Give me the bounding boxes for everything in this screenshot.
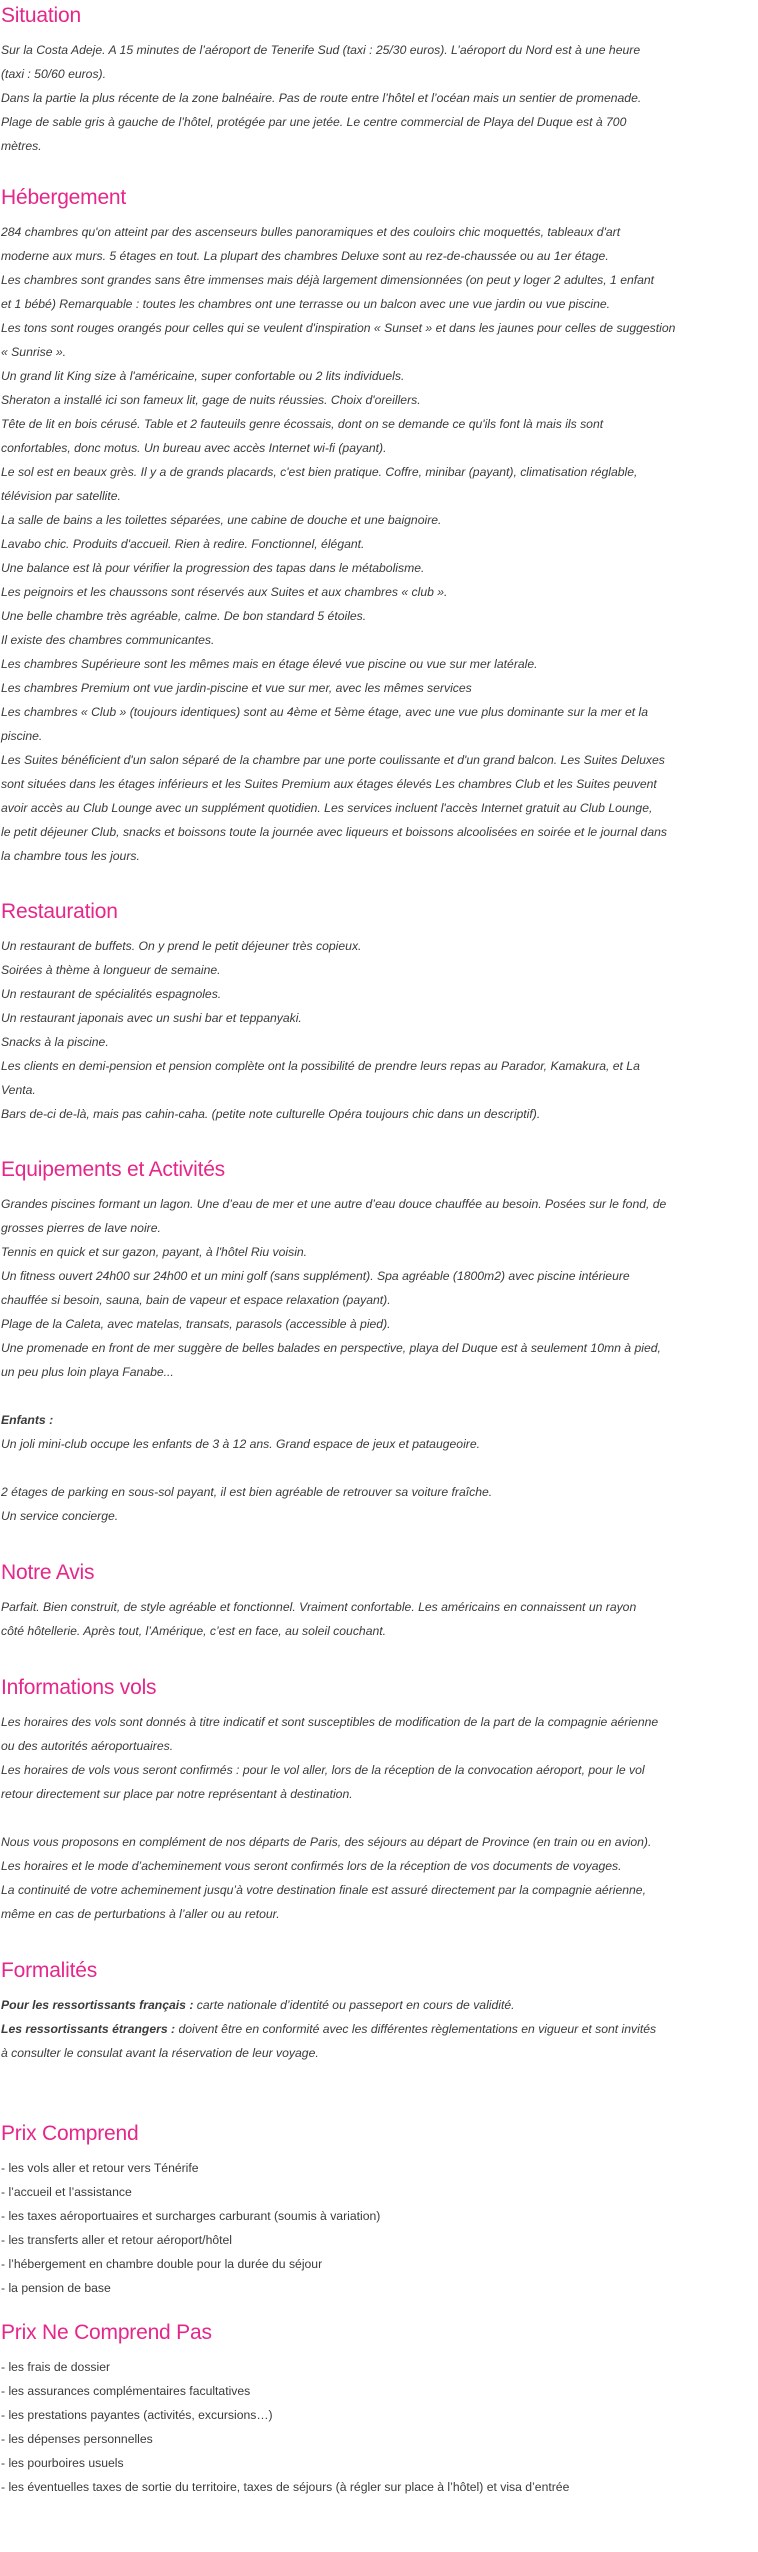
text-line: ou des autorités aéroportuaires. (1, 1739, 174, 1753)
text-line: Les chambres Supérieure sont les mêmes mais en étage élevé vue piscine ou vue sur mer latérale. (1, 657, 538, 671)
text-line: et 1 bébé) Remarquable : toutes les chambres ont une terrasse ou un balcon avec une vue jardin ou vue piscine. (1, 297, 611, 311)
prix-comprend-list (1, 2156, 758, 2300)
list-item: - les transferts aller et retour aéroport/hôtel (1, 2233, 232, 2247)
text-line: Les Suites bénéficient d'un salon séparé de la chambre par une porte coulissante et d'un grand balcon. Les Suites Deluxes (1, 753, 665, 767)
formalites-francais (1, 1993, 758, 2017)
list-item: - la pension de base (1, 2281, 111, 2295)
text-line: avoir accès au Club Lounge avec un supplément quotidien. Les services incluent l'accès Internet gratuit au Club Lounge, (1, 801, 653, 815)
text-line: moderne aux murs. 5 étages en tout. La plupart des chambres Deluxe sont au rez-de-chaussée ou au 1er étage. (1, 249, 609, 263)
text-line: Les horaires et le mode d’acheminement vous seront confirmés lors de la réception de vos documents de voyages. (1, 1859, 622, 1873)
hebergement-title: Hébergement (1, 186, 127, 209)
prix-ne-comprend-title: Prix Ne Comprend Pas (1, 2321, 212, 2344)
text-line: retour directement sur place par notre représentant à destination. (1, 1787, 353, 1801)
text-line: Les horaires de vols vous seront confirmés : pour le vol aller, lors de la réception de la convocation aéroport, pour le vol (1, 1763, 645, 1777)
text-line: (taxi : 50/60 euros). (1, 67, 106, 81)
restauration-body (1, 934, 758, 1126)
text-line: un peu plus loin playa Fanabe... (1, 1365, 174, 1379)
spacer (1, 1384, 758, 1408)
francais-label: Pour les ressortissants français : (1, 1998, 194, 2012)
text-line: Une balance est là pour vérifier la progression des tapas dans le métabolisme. (1, 561, 425, 575)
text-line: Un restaurant japonais avec un sushi bar et teppanyaki. (1, 1011, 302, 1025)
section-hebergement (1, 184, 758, 868)
prix-ne-comprend-list (1, 2355, 758, 2499)
text-line: Bars de-ci de-là, mais pas cahin-caha. (petite note culturelle Opéra toujours chic dans un descriptif). (1, 1107, 541, 1121)
situation-title: Situation (1, 4, 81, 27)
text-line: 2 étages de parking en sous-sol payant, il est bien agréable de retrouver sa voiture fraîche. (1, 1485, 493, 1499)
text-line: Lavabo chic. Produits d'accueil. Rien à redire. Fonctionnel, élégant. (1, 537, 365, 551)
text-line: sont situées dans les étages inférieurs et les Suites Premium aux étages élevés Les chambres Club et les Suites peuvent (1, 777, 657, 791)
list-item: - les prestations payantes (activités, excursions…) (1, 2408, 273, 2422)
etrangers-label: Les ressortissants étrangers : (1, 2022, 176, 2036)
text-line: Dans la partie la plus récente de la zone balnéaire. Pas de route entre l’hôtel et l’océan mais un sentier de promenade. (1, 91, 642, 105)
enfants-label: Enfants : (1, 1413, 54, 1427)
text-line: mètres. (1, 139, 42, 153)
text-line: Les chambres Premium ont vue jardin-piscine et vue sur mer, avec les mêmes services (1, 681, 472, 695)
text-line: « Sunrise ». (1, 345, 67, 359)
list-item: - les pourboires usuels (1, 2456, 124, 2470)
section-equipements (1, 1156, 758, 1528)
prix-comprend-title: Prix Comprend (1, 2122, 139, 2145)
text-line: Un joli mini-club occupe les enfants de 3 à 12 ans. Grand espace de jeux et pataugeoire. (1, 1437, 480, 1451)
vols-title: Informations vols (1, 1676, 157, 1699)
text-line: Le sol est en beaux grès. Il y a de grands placards, c'est bien pratique. Coffre, minibar (payant), climatisation réglable, (1, 465, 638, 479)
situation-body (1, 38, 758, 158)
text-line: même en cas de perturbations à l’aller ou au retour. (1, 1907, 280, 1921)
text-line: Sur la Costa Adeje. A 15 minutes de l’aéroport de Tenerife Sud (taxi : 25/30 euros). L’aéroport du Nord est à une heure (1, 43, 641, 57)
text-line: Parfait. Bien construit, de style agréable et fonctionnel. Vraiment confortable. Les américains en connaissent un rayon (1, 1600, 637, 1614)
text-line: télévision par satellite. (1, 489, 121, 503)
spacer (1, 1806, 758, 1830)
avis-title: Notre Avis (1, 1561, 95, 1584)
section-prix-comprend (1, 2120, 758, 2300)
list-item: - les éventuelles taxes de sortie du territoire, taxes de séjours (à régler sur place à l’hôtel) et visa d’entrée (1, 2480, 570, 2494)
text-line: chauffée si besoin, sauna, bain de vapeur et espace relaxation (payant). (1, 1293, 391, 1307)
text-line: Plage de la Caleta, avec matelas, transats, parasols (accessible à pied). (1, 1317, 391, 1331)
text-line: Les tons sont rouges orangés pour celles qui se veulent d'inspiration « Sunset » et dans les jaunes pour celles de suggestion (1, 321, 676, 335)
enfants-heading (1, 1408, 758, 1432)
text-line: Une promenade en front de mer suggère de belles balades en perspective, playa del Duque est à seulement 10mn à pied, (1, 1341, 661, 1355)
text-line: La continuité de votre acheminement jusqu’à votre destination finale est assuré directement par la compagnie aérienne, (1, 1883, 646, 1897)
avis-body (1, 1595, 758, 1643)
list-item: - les assurances complémentaires facultatives (1, 2384, 251, 2398)
list-item: - les dépenses personnelles (1, 2432, 153, 2446)
list-item: - l’hébergement en chambre double pour la durée du séjour (1, 2257, 323, 2271)
text-line: Soirées à thème à longueur de semaine. (1, 963, 221, 977)
text-line: Nous vous proposons en complément de nos départs de Paris, des séjours au départ de Province (en train ou en avion). (1, 1835, 652, 1849)
text-line: Les chambres « Club » (toujours identiques) sont au 4ème et 5ème étage, avec une vue plus dominante sur la mer et la (1, 705, 648, 719)
text-line: Venta. (1, 1083, 36, 1097)
text-line: Un restaurant de spécialités espagnoles. (1, 987, 222, 1001)
text-line: Tête de lit en bois cérusé. Table et 2 fauteuils genre écossais, dont on se demande ce qu'ils font là mais ils sont (1, 417, 604, 431)
section-situation (1, 2, 758, 158)
section-restauration (1, 898, 758, 1126)
text-line: Tennis en quick et sur gazon, payant, à l'hôtel Riu voisin. (1, 1245, 308, 1259)
text-line: Grandes piscines formant un lagon. Une d’eau de mer et une autre d’eau douce chauffée au besoin. Posées sur le fond, de (1, 1197, 667, 1211)
equipements-title: Equipements et Activités (1, 1158, 225, 1181)
restauration-title: Restauration (1, 900, 118, 923)
text-line: la chambre tous les jours. (1, 849, 140, 863)
text-line: Il existe des chambres communicantes. (1, 633, 215, 647)
francais-text: carte nationale d’identité ou passeport en cours de validité. (193, 1998, 515, 2012)
section-formalites (1, 1957, 758, 2065)
text-line: côté hôtellerie. Après tout, l’Amérique, c’est en face, au soleil couchant. (1, 1624, 387, 1638)
text-line: confortables, donc motus. Un bureau avec accès Internet wi-fi (payant). (1, 441, 387, 455)
vols-body (1, 1710, 758, 1926)
etrangers-text: doivent être en conformité avec les différentes règlementations en vigueur et sont invités (175, 2022, 657, 2036)
text-line: 284 chambres qu'on atteint par des ascenseurs bulles panoramiques et des couloirs chic moquettés, tableaux d'art (1, 225, 621, 239)
text-line: Les horaires des vols sont donnés à titre indicatif et sont susceptibles de modification de la part de la compagnie aérienne (1, 1715, 659, 1729)
list-item: - l’accueil et l’assistance (1, 2185, 132, 2199)
text-line: Un service concierge. (1, 1509, 119, 1523)
formalites-title: Formalités (1, 1959, 98, 1982)
section-avis (1, 1559, 758, 1643)
text-line: grosses pierres de lave noire. (1, 1221, 161, 1235)
formalites-body (1, 1993, 758, 2065)
text-line: Sheraton a installé ici son fameux lit, gage de nuits réussies. Choix d'oreillers. (1, 393, 421, 407)
text-line: Snacks à la piscine. (1, 1035, 109, 1049)
text-line: Plage de sable gris à gauche de l’hôtel, protégée par une jetée. Le centre commercial de Playa del Duque est à 700 (1, 115, 627, 129)
section-prix-ne-comprend (1, 2319, 758, 2499)
section-vols (1, 1674, 758, 1926)
text-line: Les clients en demi-pension et pension complète ont la possibilité de prendre leurs repas au Parador, Kamakura, et La (1, 1059, 640, 1073)
text-line: La salle de bains a les toilettes séparées, une cabine de douche et une baignoire. (1, 513, 442, 527)
page (0, 2, 758, 2499)
text-line: Un fitness ouvert 24h00 sur 24h00 et un mini golf (sans supplément). Spa agréable (1800m2) avec piscine intérieure (1, 1269, 630, 1283)
formalites-etrangers (1, 2017, 758, 2041)
text-line: piscine. (1, 729, 43, 743)
list-item: - les taxes aéroportuaires et surcharges carburant (soumis à variation) (1, 2209, 381, 2223)
text-line: le petit déjeuner Club, snacks et boissons toute la journée avec liqueurs et boissons alcoolisées en soirée et le journal dans (1, 825, 667, 839)
hebergement-body (1, 220, 758, 868)
text-line: Les chambres sont grandes sans être immenses mais déjà largement dimensionnées (on peut y loger 2 adultes, 1 enfant (1, 273, 655, 287)
list-item: - les vols aller et retour vers Ténérife (1, 2161, 199, 2175)
text-line: Les peignoirs et les chaussons sont réservés aux Suites et aux chambres « club ». (1, 585, 448, 599)
spacer (1, 1456, 758, 1480)
list-item: - les frais de dossier (1, 2360, 111, 2374)
text-line: Une belle chambre très agréable, calme. De bon standard 5 étoiles. (1, 609, 367, 623)
text-line: Un grand lit King size à l'américaine, super confortable ou 2 lits individuels. (1, 369, 405, 383)
equipements-body (1, 1192, 758, 1528)
text-line: Un restaurant de buffets. On y prend le petit déjeuner très copieux. (1, 939, 362, 953)
text-line: à consulter le consulat avant la réservation de leur voyage. (1, 2046, 319, 2060)
